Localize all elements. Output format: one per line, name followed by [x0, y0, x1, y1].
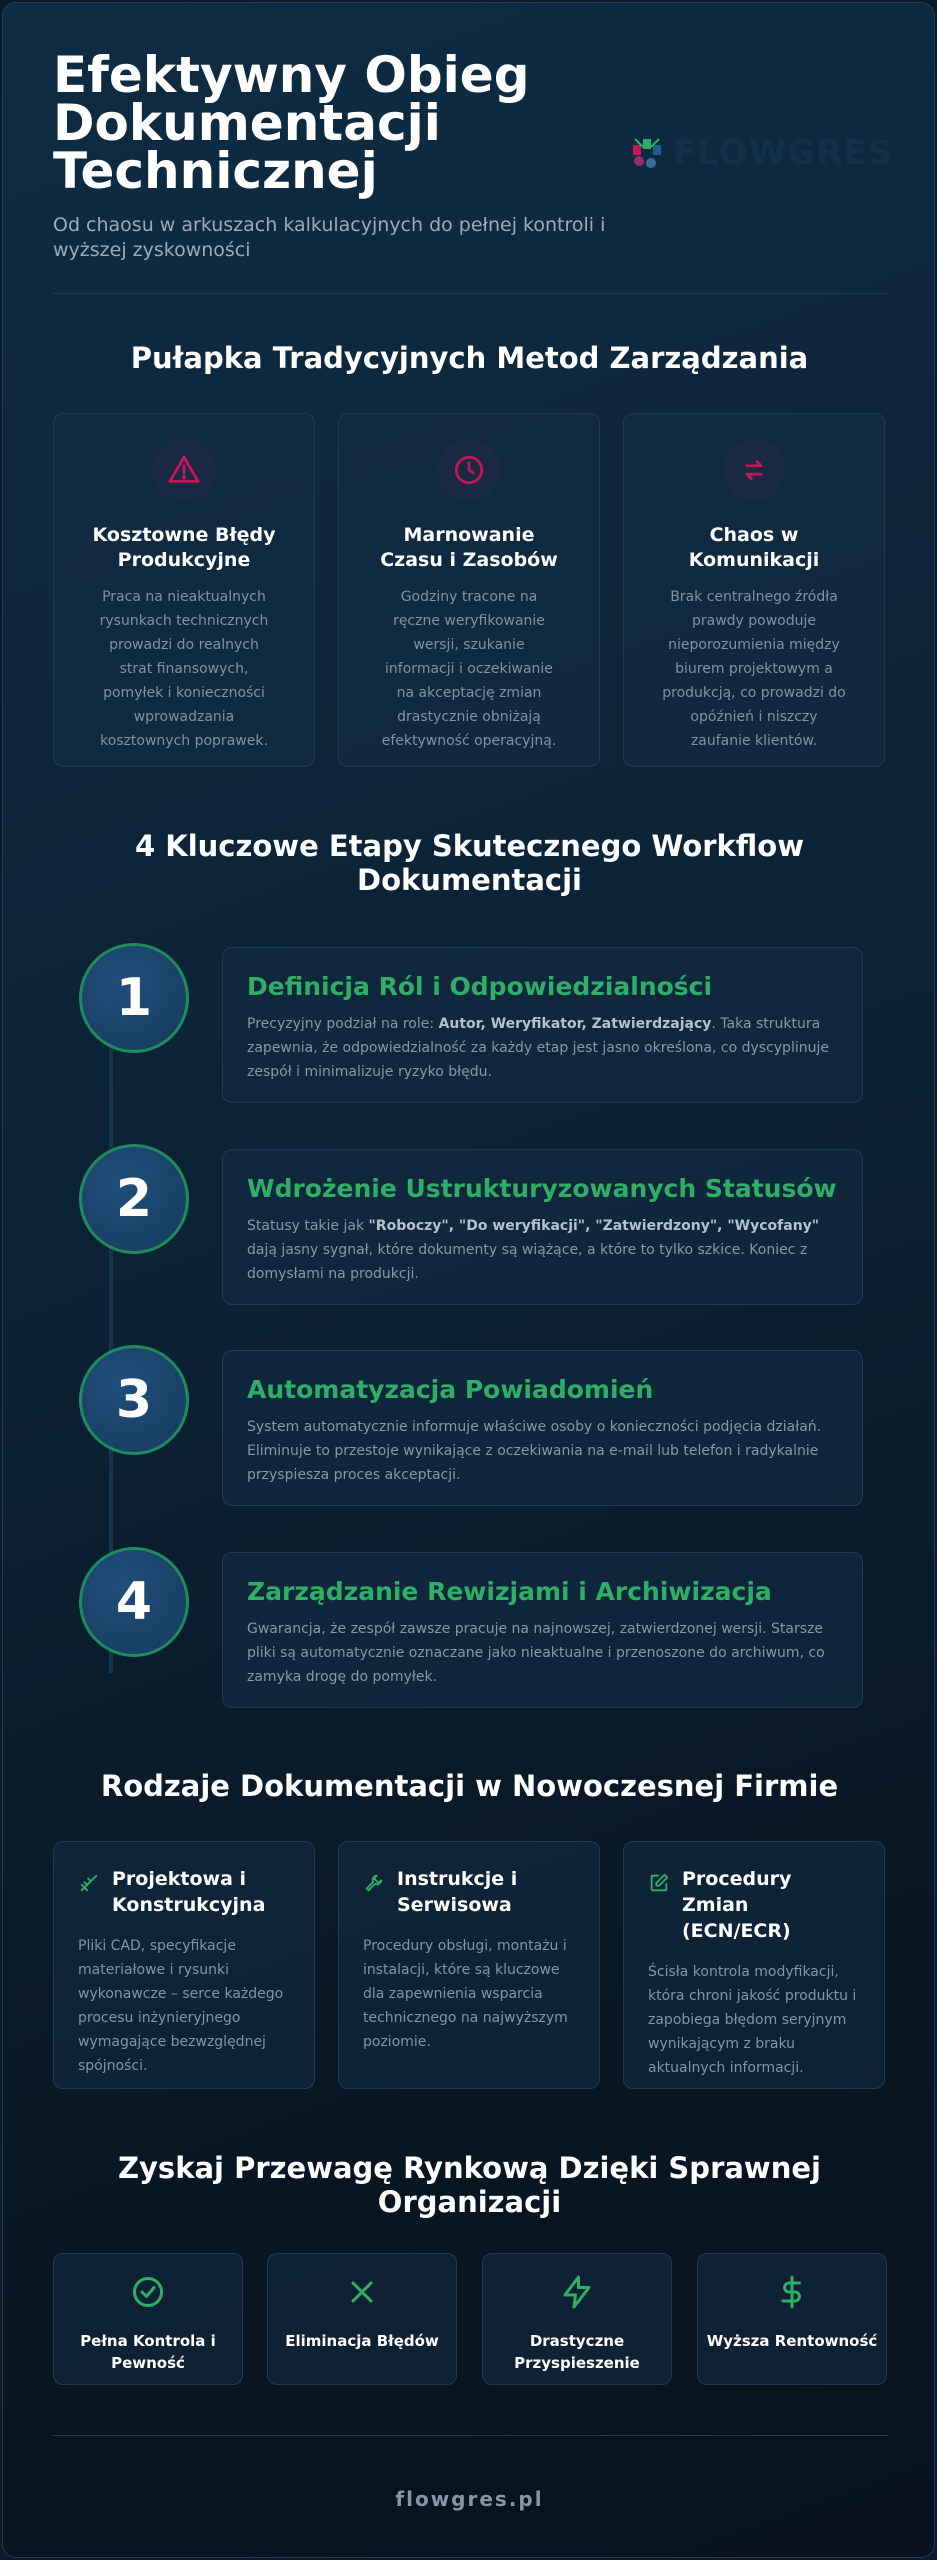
doc-type-text: Procedury obsługi, montażu i instalacji, które są kluczowe dla zapewnienia wsparcia technicznego na najwyższym poziomie. — [363, 1938, 568, 2050]
exchange-icon — [737, 453, 771, 487]
footer-url[interactable]: flowgres.pl — [395, 2487, 544, 2511]
step-card — [222, 1350, 863, 1506]
problem-card-title: Chaos w Komunikacji — [688, 524, 820, 571]
benefit-card — [53, 2253, 243, 2385]
step-title: Automatyzacja Powiadomień — [247, 1375, 654, 1404]
wrench-icon — [363, 1872, 385, 1894]
page-title: Efektywny Obieg Dokumentacji Technicznej — [53, 46, 530, 200]
step-number: 4 — [79, 1547, 189, 1657]
problems-section-title: Pułapka Tradycyjnych Metod Zarządzania — [130, 341, 809, 375]
doc-type-title: Projektowa i Konstrukcyjna — [112, 1868, 266, 1916]
header — [53, 46, 893, 261]
doc-type-text: Ścisła kontrola modyfikacji, która chroni jakość produktu i zapobiega błędom seryjnym wynikającym z braku aktualnych informacji. — [648, 1964, 857, 2076]
step-title: Zarządzanie Rewizjami i Archiwizacja — [247, 1577, 772, 1606]
logo-mark-icon — [629, 135, 669, 171]
flowgres-logo — [629, 133, 893, 173]
benefit-label: Eliminacja Błędów — [285, 2332, 439, 2350]
doc-type-card — [338, 1841, 600, 2089]
edit-icon — [648, 1872, 670, 1894]
check-circle-icon — [130, 2274, 166, 2310]
doc-type-card — [623, 1841, 885, 2089]
problem-card-title: Marnowanie Czasu i Zasobów — [380, 524, 558, 571]
step-number: 2 — [79, 1144, 189, 1254]
doc-types-section-title: Rodzaje Dokumentacji w Nowoczesnej Firmie — [100, 1769, 839, 1803]
workflow-section-title: 4 Kluczowe Etapy Skutecznego Workflow Dokumentacji — [134, 829, 805, 897]
clock-icon — [452, 453, 486, 487]
problem-card — [338, 413, 600, 767]
doc-type-text: Pliki CAD, specyfikacje materiałowe i rysunki wykonawcze – serce każdego procesu inżynieryjnego wymagające bezwzględnej spójności. — [78, 1938, 284, 2074]
step-text: Statusy takie jak "Roboczy", "Do weryfikacji", "Zatwierdzony", "Wycofany" dają jasny sygnał, które dokumenty są wiążące, a które to tylko szkice. Koniec z domysłami na produkcji. — [247, 1218, 820, 1282]
problem-card — [53, 413, 315, 767]
step-text: Gwarancja, że zespół zawsze pracuje na najnowszej, zatwierdzonej wersji. Starsze pliki są automatycznie oznaczane jako nieaktualne i przenoszone do archiwum, co zamyka drogę do pomyłek. — [247, 1621, 825, 1685]
step-number: 1 — [79, 943, 189, 1053]
problem-card-text: Brak centralnego źródła prawdy powoduje nieporozumienia między biurem projektowym a produkcją, co prowadzi do opóźnień i niszczy zaufanie klientów. — [662, 589, 846, 749]
step-title: Definicja Ról i Odpowiedzialności — [247, 972, 713, 1001]
step-text: System automatycznie informuje właściwe osoby o konieczności podjęcia działań. Eliminuje to przestoje wynikające z oczekiwania na e-mail lub telefon i radykalnie przyspiesza proces akceptacji. — [247, 1419, 822, 1483]
benefit-label: Wyższa Rentowność — [706, 2332, 878, 2350]
ruler-pencil-icon — [78, 1872, 100, 1894]
page-subtitle: Od chaosu w arkuszach kalkulacyjnych do pełnej kontroli i wyższej zyskowności — [53, 214, 606, 261]
doc-type-card — [53, 1841, 315, 2089]
benefit-card — [697, 2253, 887, 2385]
problem-card — [623, 413, 885, 767]
lightning-icon — [559, 2274, 595, 2310]
x-icon — [344, 2274, 380, 2310]
logo-text: FLOWGRES — [673, 133, 893, 173]
problem-card-text: Praca na nieaktualnych rysunkach technicznych prowadzi do realnych strat finansowych, pomyłek i konieczności wprowadzania kosztownych poprawek. — [99, 589, 269, 749]
step-card — [222, 1552, 863, 1708]
benefit-card — [482, 2253, 672, 2385]
warning-icon — [167, 453, 201, 487]
divider — [53, 2435, 888, 2436]
step-text: Precyzyjny podział na role: Autor, Weryfikator, Zatwierdzający. Taka struktura zapewnia, że odpowiedzialność za każdy etap jest jasno określona, co dyscyplinuje zespół i minimalizuje ryzyko błędu. — [247, 1016, 829, 1080]
benefits-section-title: Zyskaj Przewagę Rynkową Dzięki Sprawnej Organizacji — [118, 2151, 821, 2219]
dollar-icon — [774, 2274, 810, 2310]
doc-type-title: Procedury Zmian (ECN/ECR) — [682, 1868, 792, 1942]
step-card — [222, 1149, 863, 1305]
benefit-label: Pełna Kontrola i Pewność — [80, 2332, 216, 2372]
divider — [53, 293, 888, 294]
problem-card-title: Kosztowne Błędy Produkcyjne — [92, 524, 276, 571]
step-number: 3 — [79, 1345, 189, 1455]
problem-card-text: Godziny tracone na ręczne weryfikowanie wersji, szukanie informacji i oczekiwanie na akceptację zmian drastycznie obniżają efektywność operacyjną. — [381, 589, 557, 749]
benefit-label: Drastyczne Przyspieszenie — [514, 2332, 640, 2372]
benefit-card — [267, 2253, 457, 2385]
infographic-page — [2, 2, 935, 2558]
step-title: Wdrożenie Ustrukturyzowanych Statusów — [247, 1174, 837, 1203]
step-card — [222, 947, 863, 1103]
doc-type-title: Instrukcje i Serwisowa — [397, 1868, 518, 1916]
